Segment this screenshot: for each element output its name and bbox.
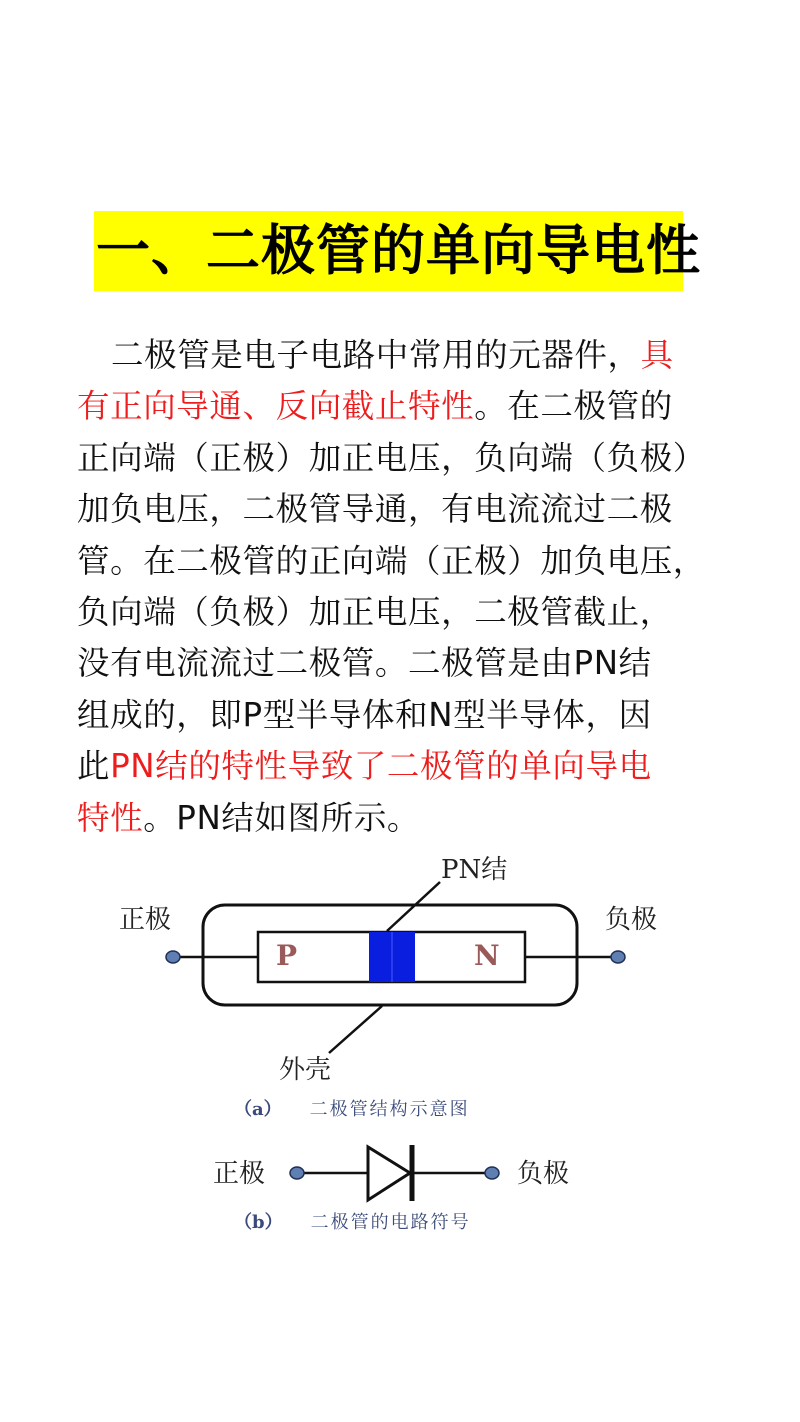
highlighted-text: 具 xyxy=(640,336,674,374)
caption-b xyxy=(234,1214,471,1232)
caption-b-text: 二极管的电路符号 xyxy=(310,1212,471,1233)
anode-label: 正极 xyxy=(119,905,172,935)
caption-a-tag: （a） xyxy=(234,1099,282,1120)
symbol-cathode-label: 负极 xyxy=(517,1159,570,1189)
highlighted-text: PN结的特性导致了二极管的单向导电 xyxy=(110,747,652,786)
case-label: 外壳 xyxy=(279,1055,332,1085)
symbol-anode-label: 正极 xyxy=(213,1159,266,1189)
body-text: 。在二极管的 xyxy=(474,387,673,426)
body-text: 管。在二极管的正向端（正极）加负电压， xyxy=(77,541,706,580)
body-text: 正向端（正极）加正电压，负向端（负极） xyxy=(77,438,706,477)
body-text: 没有电流流过二极管。二极管是由PN结 xyxy=(77,644,652,683)
page-title: 一、二极管的单向导电性 xyxy=(96,219,701,282)
body-text: 组成的，即P型半导体和N型半导体，因 xyxy=(77,695,652,734)
p-region-label: P xyxy=(276,939,298,972)
caption-a-text: 二极管结构示意图 xyxy=(309,1099,470,1120)
body-text: 负向端（负极）加正电压，二极管截止， xyxy=(77,592,673,631)
body-text: 。PN结如图所示。 xyxy=(143,798,421,837)
highlighted-text: 特性 xyxy=(77,798,144,837)
body-text: 二极管是电子电路中常用的元器件， xyxy=(111,336,641,374)
cathode-label: 负极 xyxy=(605,905,658,935)
body-text: 此 xyxy=(77,747,111,786)
pn-junction-label: PN结 xyxy=(441,855,508,885)
highlighted-text: 有正向导通、反向截止特性 xyxy=(77,387,475,426)
caption-b-tag: （b） xyxy=(234,1212,283,1233)
body-text: 加负电压，二极管导通，有电流流过二极 xyxy=(77,490,673,529)
n-region-label: N xyxy=(474,939,500,972)
